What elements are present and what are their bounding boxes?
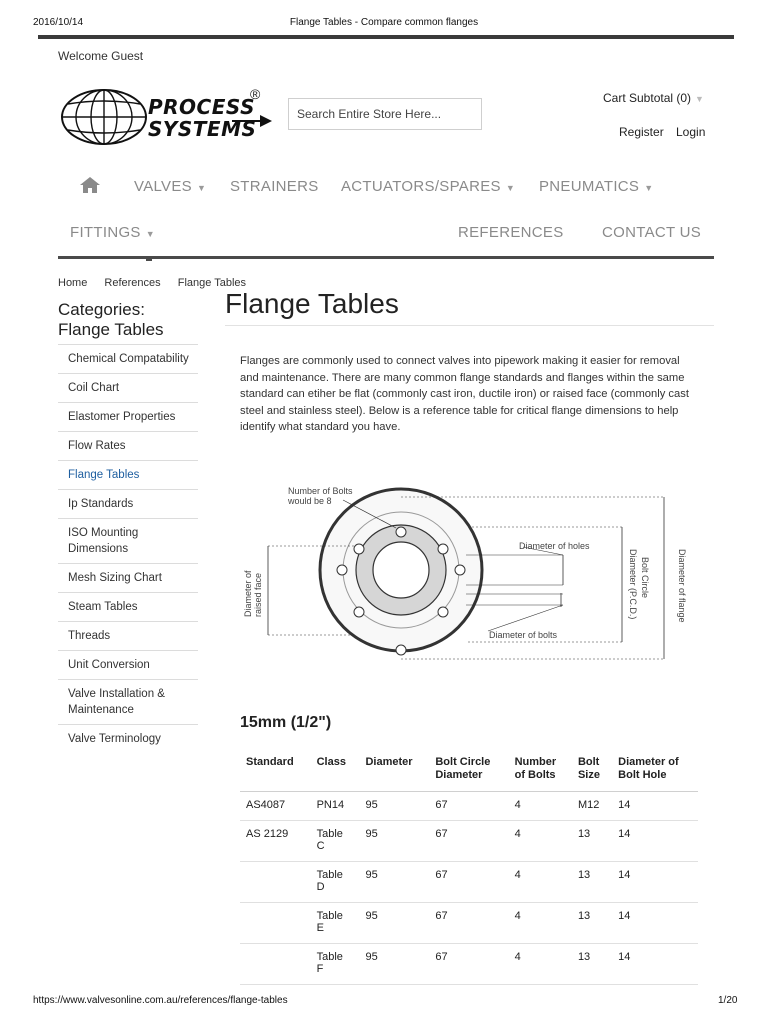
page-cutoff (230, 990, 710, 1024)
cell-diameter: 95 (359, 861, 429, 902)
cell-hole: 14 (612, 943, 698, 984)
cell-class-line: Table (316, 827, 343, 840)
print-date: 2016/10/14 (33, 17, 84, 28)
diagram-flange-dia: Diameter of flange (677, 549, 687, 623)
diagram-pcd-1: Bolt Circle (640, 557, 650, 599)
nav-actuators-spares[interactable] (341, 178, 515, 195)
cell-hole: 14 (612, 861, 698, 902)
diagram-bolt-dia-label: Diameter of bolts (489, 630, 558, 640)
sidebar-title-line1: Categories: (58, 300, 145, 319)
cell-class (311, 792, 360, 821)
cell-diameter: 95 (359, 792, 429, 821)
header-text: Diameter (365, 756, 413, 768)
chevron-down-icon: ▼ (196, 183, 207, 193)
sidebar-item-valve-installation[interactable]: Valve Installation & Maintenance (58, 679, 198, 724)
cell-class-line: C (316, 840, 325, 852)
chevron-down-icon: ▼ (644, 183, 654, 193)
cell-bolts: 4 (509, 820, 572, 861)
globe-icon (60, 86, 152, 148)
breadcrumb-home[interactable]: Home (58, 277, 88, 289)
page-title: Flange Tables (225, 288, 399, 319)
col-bolt-hole-diameter (612, 750, 698, 792)
sidebar-title (58, 300, 164, 340)
cell-class-line: Table (316, 909, 343, 922)
chevron-down-icon: ▼ (145, 229, 155, 239)
diagram-bolts-label-2: would be 8 (288, 496, 332, 506)
section-title-15mm: 15mm (1/2") (240, 714, 332, 731)
sidebar-item-valve-terminology[interactable]: Valve Terminology (58, 724, 198, 753)
diagram-raised-face-2: raised face (253, 572, 263, 617)
header-text: Standard (246, 756, 294, 768)
diagram-holes-label: Diameter of holes (519, 541, 590, 551)
table-row (240, 943, 698, 984)
nav-contact-us[interactable] (602, 224, 701, 241)
sidebar-item-unit-conversion[interactable]: Unit Conversion (58, 650, 198, 679)
search-placeholder: Search Entire Store Here... (297, 107, 442, 121)
header-text: Bolt Hole (618, 768, 667, 781)
table-row (240, 861, 698, 902)
header-text: of Bolts (514, 768, 556, 781)
sidebar-item-elastomer-properties[interactable]: Elastomer Properties (58, 402, 198, 431)
cell-class (311, 820, 360, 861)
nav-references[interactable] (458, 224, 564, 241)
cart-subtotal[interactable] (603, 91, 704, 105)
cell-diameter: 95 (359, 820, 429, 861)
header-text: Bolt (577, 756, 600, 768)
chevron-down-icon: ▼ (505, 183, 516, 193)
cell-size: 13 (572, 820, 612, 861)
cell-size: 13 (572, 943, 612, 984)
table-header-row (240, 750, 698, 792)
sidebar-item-flow-rates[interactable]: Flow Rates (58, 431, 198, 460)
nav-label: FITTINGS (70, 224, 141, 241)
header-text: Class (316, 756, 346, 768)
cell-class-line: F (316, 963, 324, 975)
print-url: https://www.valvesonline.com.au/references/flange-tables (33, 995, 288, 1006)
table-row (240, 820, 698, 861)
cell-pcd: 67 (429, 820, 508, 861)
col-bolt-circle-diameter (429, 750, 508, 792)
print-page-number: 1/20 (718, 995, 738, 1006)
nav-label: REFERENCES (458, 224, 564, 241)
col-bolt-size (572, 750, 612, 792)
sidebar-title-line2: Flange Tables (58, 320, 164, 339)
logo-word-systems: SYSTEMS (148, 117, 257, 141)
cell-standard (240, 902, 311, 943)
nav-divider (58, 256, 714, 259)
cell-class (311, 902, 360, 943)
sidebar-item-chemical-compatability[interactable]: Chemical Compatability (58, 344, 198, 373)
col-standard (240, 750, 311, 792)
cell-class (311, 861, 360, 902)
cell-standard: AS 2129 (240, 820, 311, 861)
register-link[interactable]: Register (619, 125, 664, 139)
nav-label: STRAINERS (230, 178, 319, 195)
home-icon[interactable] (80, 177, 100, 193)
header-text: Diameter (435, 768, 483, 781)
cell-class-line: Table (316, 950, 343, 963)
nav-pneumatics[interactable] (539, 178, 653, 195)
nav-valves[interactable] (134, 178, 206, 195)
sidebar-item-ip-standards[interactable]: Ip Standards (58, 489, 198, 518)
header-text: Bolt Circle (435, 756, 491, 768)
cell-standard (240, 943, 311, 984)
sidebar-item-threads[interactable]: Threads (58, 621, 198, 650)
cell-hole: 14 (612, 820, 698, 861)
cell-pcd: 67 (429, 902, 508, 943)
welcome-text: Welcome Guest (58, 49, 144, 63)
diagram-raised-face-1: Diameter of (243, 570, 253, 617)
cell-pcd: 67 (429, 861, 508, 902)
flange-diagram (238, 445, 698, 685)
logo-word-process: PROCESS (148, 95, 255, 119)
nav-fittings[interactable] (70, 224, 155, 241)
cell-pcd: 67 (429, 943, 508, 984)
top-bar (38, 35, 734, 39)
print-title: Flange Tables - Compare common flanges (289, 17, 479, 28)
cell-bolts: 4 (509, 902, 572, 943)
cell-standard (240, 861, 311, 902)
diagram-bolts-label-1: Number of Bolts (288, 486, 353, 496)
table-row (240, 902, 698, 943)
cell-hole: 14 (612, 792, 698, 821)
header-text: Number (514, 756, 557, 768)
title-divider (225, 325, 714, 326)
table-row (240, 792, 698, 821)
cell-class-line: Table (316, 868, 343, 881)
cell-bolts: 4 (509, 792, 572, 821)
search-input[interactable] (288, 98, 482, 130)
nav-divider-tick (146, 258, 152, 261)
diagram-pcd-2: Diameter (P.C.D.) (628, 549, 638, 620)
cell-size: M12 (572, 792, 612, 821)
cell-standard: AS4087 (240, 792, 311, 821)
registered-mark: ® (250, 86, 261, 102)
header-text: Size (577, 768, 600, 781)
col-class (311, 750, 360, 792)
nav-label: PNEUMATICS (539, 178, 640, 195)
intro-paragraph: Flanges are commonly used to connect valves into pipework making it easier for removal and maintenance. There are many common flange standards and flanges within the same standard can etiher be flat (commonly cast iron, ductile iron) or raised face (commonly cast steel and stainless steel). Below is a reference table for critical flange dimensions to help identify what standard you have. (240, 355, 689, 434)
sidebar-item-flange-tables[interactable]: Flange Tables (58, 460, 198, 489)
cell-size: 13 (572, 861, 612, 902)
cell-bolts: 4 (509, 861, 572, 902)
nav-label: CONTACT US (602, 224, 702, 241)
cart-label: Cart Subtotal (0) (603, 91, 692, 105)
cell-pcd: 67 (429, 792, 508, 821)
cell-class-line: PN14 (316, 799, 345, 811)
chevron-down-icon: ▼ (695, 94, 704, 104)
cell-class (311, 943, 360, 984)
breadcrumb-references[interactable]: References (104, 277, 161, 289)
cell-size: 13 (572, 902, 612, 943)
login-link[interactable]: Login (676, 125, 706, 139)
col-number-of-bolts (509, 750, 572, 792)
sidebar-item-coil-chart[interactable]: Coil Chart (58, 373, 198, 402)
cell-class-line: E (316, 922, 324, 934)
header-text: Diameter of (618, 756, 679, 768)
cell-bolts: 4 (509, 943, 572, 984)
process-systems-logo[interactable] (60, 86, 275, 148)
nav-label: VALVES (134, 178, 192, 195)
flange-table (240, 750, 698, 1012)
sidebar-item-iso-mounting-dimensions[interactable]: ISO Mounting Dimensions (58, 518, 198, 563)
nav-strainers[interactable] (230, 178, 319, 195)
sidebar-item-mesh-sizing-chart[interactable]: Mesh Sizing Chart (58, 563, 198, 592)
nav-label: ACTUATORS/SPARES (341, 178, 501, 195)
col-diameter (359, 750, 429, 792)
cell-hole: 14 (612, 902, 698, 943)
category-list (58, 344, 198, 753)
cell-diameter: 95 (359, 902, 429, 943)
cell-diameter: 95 (359, 943, 429, 984)
cell-class-line: D (316, 881, 325, 893)
arrow-icon (232, 114, 272, 128)
sidebar-item-steam-tables[interactable]: Steam Tables (58, 592, 198, 621)
breadcrumb-current: Flange Tables (177, 277, 247, 289)
